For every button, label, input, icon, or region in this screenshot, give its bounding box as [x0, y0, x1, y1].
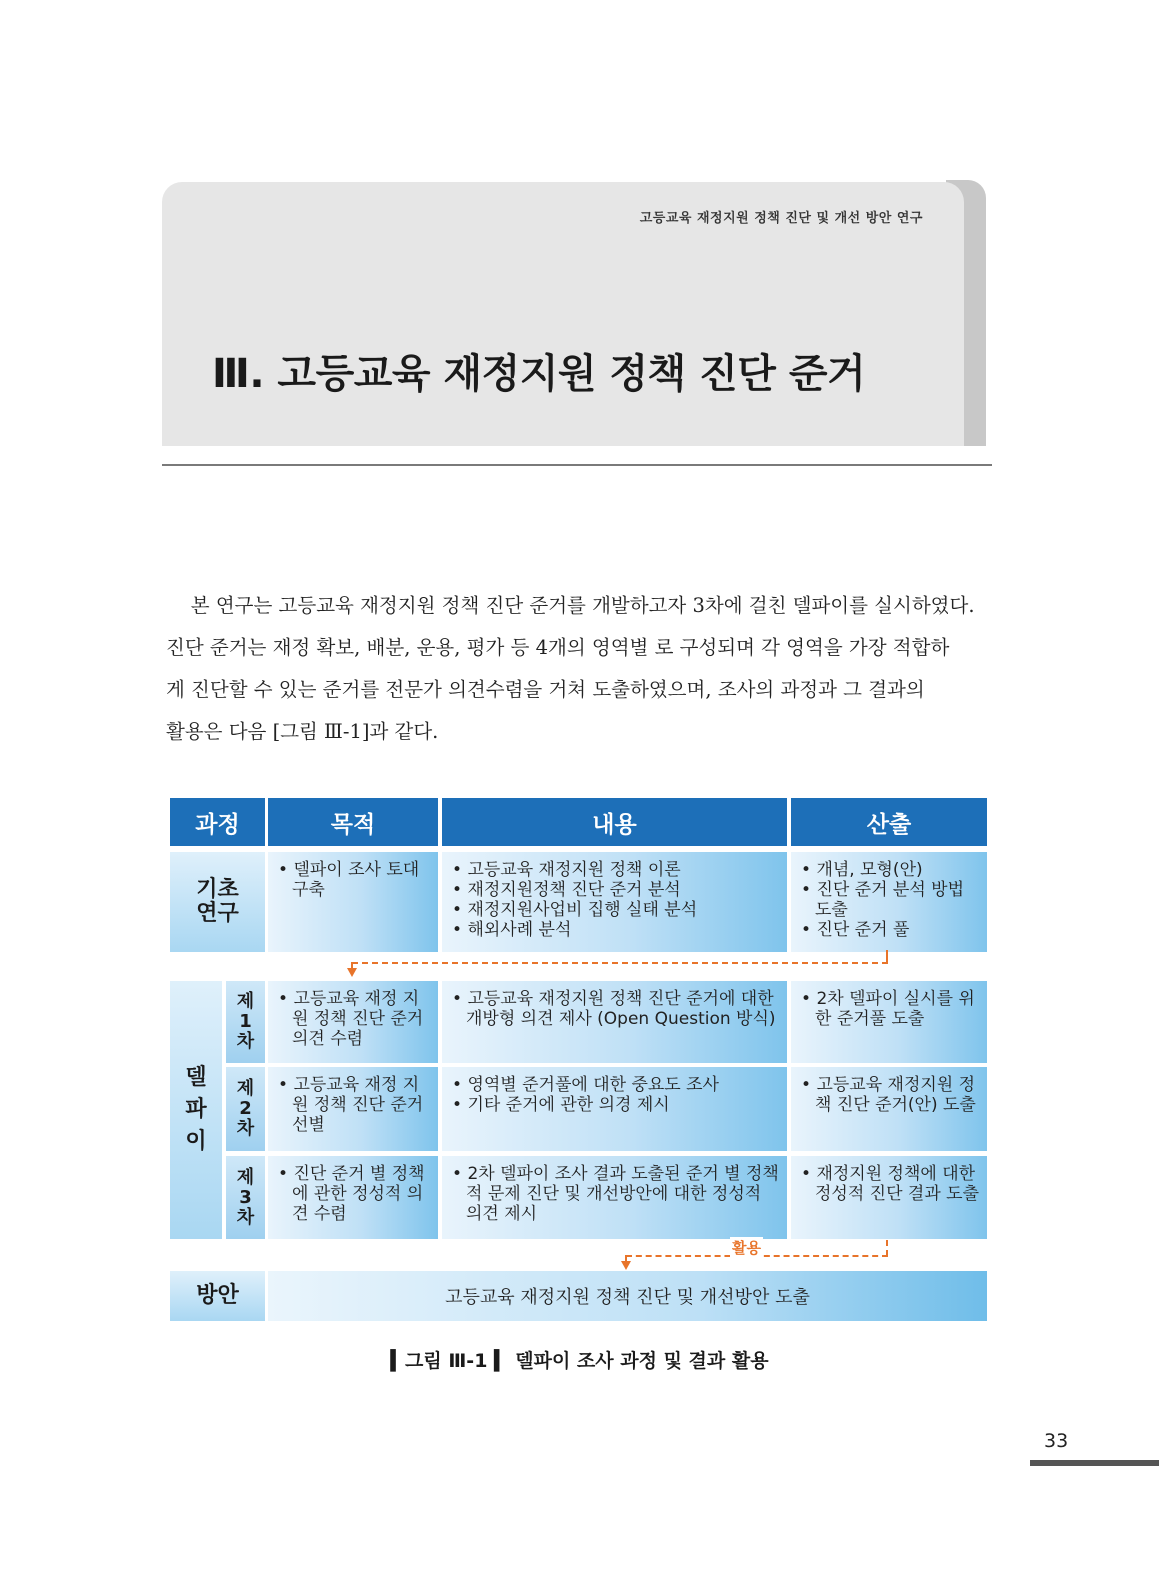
list-item: • 진단 준거 분석 방법 도출 — [801, 880, 979, 920]
round-2-output-cell — [791, 1067, 987, 1151]
figure-caption: ▍그림 Ⅲ-1 ▍ 델파이 조사 과정 및 결과 활용 — [390, 1350, 769, 1372]
plan-text: 고등교육 재정지원 정책 진단 및 개선방안 도출 — [268, 1271, 987, 1321]
round-3-purpose-cell — [268, 1156, 438, 1239]
list-item: • 고등교육 재정 지원 정책 진단 준거 선별 — [278, 1075, 430, 1135]
basic-purpose-cell — [268, 852, 438, 952]
list-item: • 고등교육 재정지원 정책 진단 준거에 대한 개방형 의견 제사 (Open Question 방식) — [452, 989, 779, 1029]
header-divider — [162, 464, 992, 466]
round-1-output-cell — [791, 981, 987, 1063]
arrow-down-icon — [347, 968, 357, 977]
list-item: • 2차 델파이 실시를 위한 준거풀 도출 — [801, 989, 979, 1029]
header-output: 산출 — [791, 798, 987, 846]
list-item: • 해외사례 분석 — [452, 920, 779, 940]
round-3-output-cell — [791, 1156, 987, 1239]
page-number: 33 — [1044, 1430, 1069, 1452]
header-purpose: 목적 — [268, 798, 438, 846]
paragraph-line: 진단 준거는 재정 확보, 배분, 운용, 평가 등 4개의 영역별 로 구성되며 각 영역을 가장 적합하 — [166, 636, 950, 659]
round-2-label: 제 2 차 — [226, 1067, 265, 1151]
list-item: • 영역별 준거풀에 대한 중요도 조사 — [452, 1075, 779, 1095]
header-process: 과정 — [170, 798, 265, 846]
stage-delphi: 델 파 이 — [170, 981, 222, 1239]
list-item: • 고등교육 재정 지원 정책 진단 준거 의견 수렴 — [278, 989, 430, 1049]
arrow-down-icon — [621, 1261, 631, 1270]
paragraph-line: 활용은 다음 [그림 Ⅲ-1]과 같다. — [166, 720, 439, 743]
list-item: • 고등교육 재정지원 정책 진단 준거(안) 도출 — [801, 1075, 979, 1115]
stage-plan: 방안 — [170, 1271, 265, 1321]
paragraph-line: 본 연구는 고등교육 재정지원 정책 진단 준거를 개발하고자 3차에 걸친 델파이를 실시하였다. — [166, 594, 975, 617]
list-item: • 고등교육 재정지원 정책 이론 — [452, 860, 779, 880]
list-item: • 재정지원사업비 집행 실태 분석 — [452, 900, 779, 920]
round-2-purpose-cell — [268, 1067, 438, 1151]
list-item: • 2차 델파이 조사 결과 도출된 준거 별 정책적 문제 진단 및 개선방안에 대한 정성적 의견 제시 — [452, 1164, 779, 1224]
round-1-purpose-cell — [268, 981, 438, 1063]
stage-basic-research: 기초 연구 — [170, 852, 265, 952]
running-head: 고등교육 재정지원 정책 진단 및 개선 방안 연구 — [639, 211, 923, 226]
round-1-label: 제 1 차 — [226, 981, 265, 1063]
list-item: • 재정지원정책 진단 준거 분석 — [452, 880, 779, 900]
dashed-connector — [352, 962, 888, 964]
chapter-title: Ⅲ. 고등교육 재정지원 정책 진단 준거 — [212, 351, 866, 397]
list-item: • 진단 준거 풀 — [801, 920, 979, 940]
use-label: 활용 — [732, 1239, 761, 1257]
page-number-bar — [1030, 1460, 1159, 1466]
basic-output-cell — [791, 852, 987, 952]
round-3-content-cell — [442, 1156, 787, 1239]
list-item: • 기타 준거에 관한 의경 제시 — [452, 1095, 779, 1115]
header-content: 내용 — [442, 798, 787, 846]
paragraph-line: 게 진단할 수 있는 준거를 전문가 의견수렴을 거쳐 도출하였으며, 조사의 과정과 그 결과의 — [166, 678, 925, 701]
round-2-content-cell — [442, 1067, 787, 1151]
round-3-label: 제 3 차 — [226, 1156, 265, 1239]
list-item: • 진단 준거 별 정책에 관한 정성적 의견 수렴 — [278, 1164, 430, 1224]
list-item: • 델파이 조사 토대 구축 — [278, 860, 430, 900]
dashed-connector — [886, 1240, 888, 1256]
list-item: • 개념, 모형(안) — [801, 860, 979, 880]
dashed-connector — [886, 950, 888, 962]
basic-content-cell — [442, 852, 787, 952]
round-1-content-cell — [442, 981, 787, 1063]
list-item: • 재정지원 정책에 대한 정성적 진단 결과 도출 — [801, 1164, 979, 1204]
